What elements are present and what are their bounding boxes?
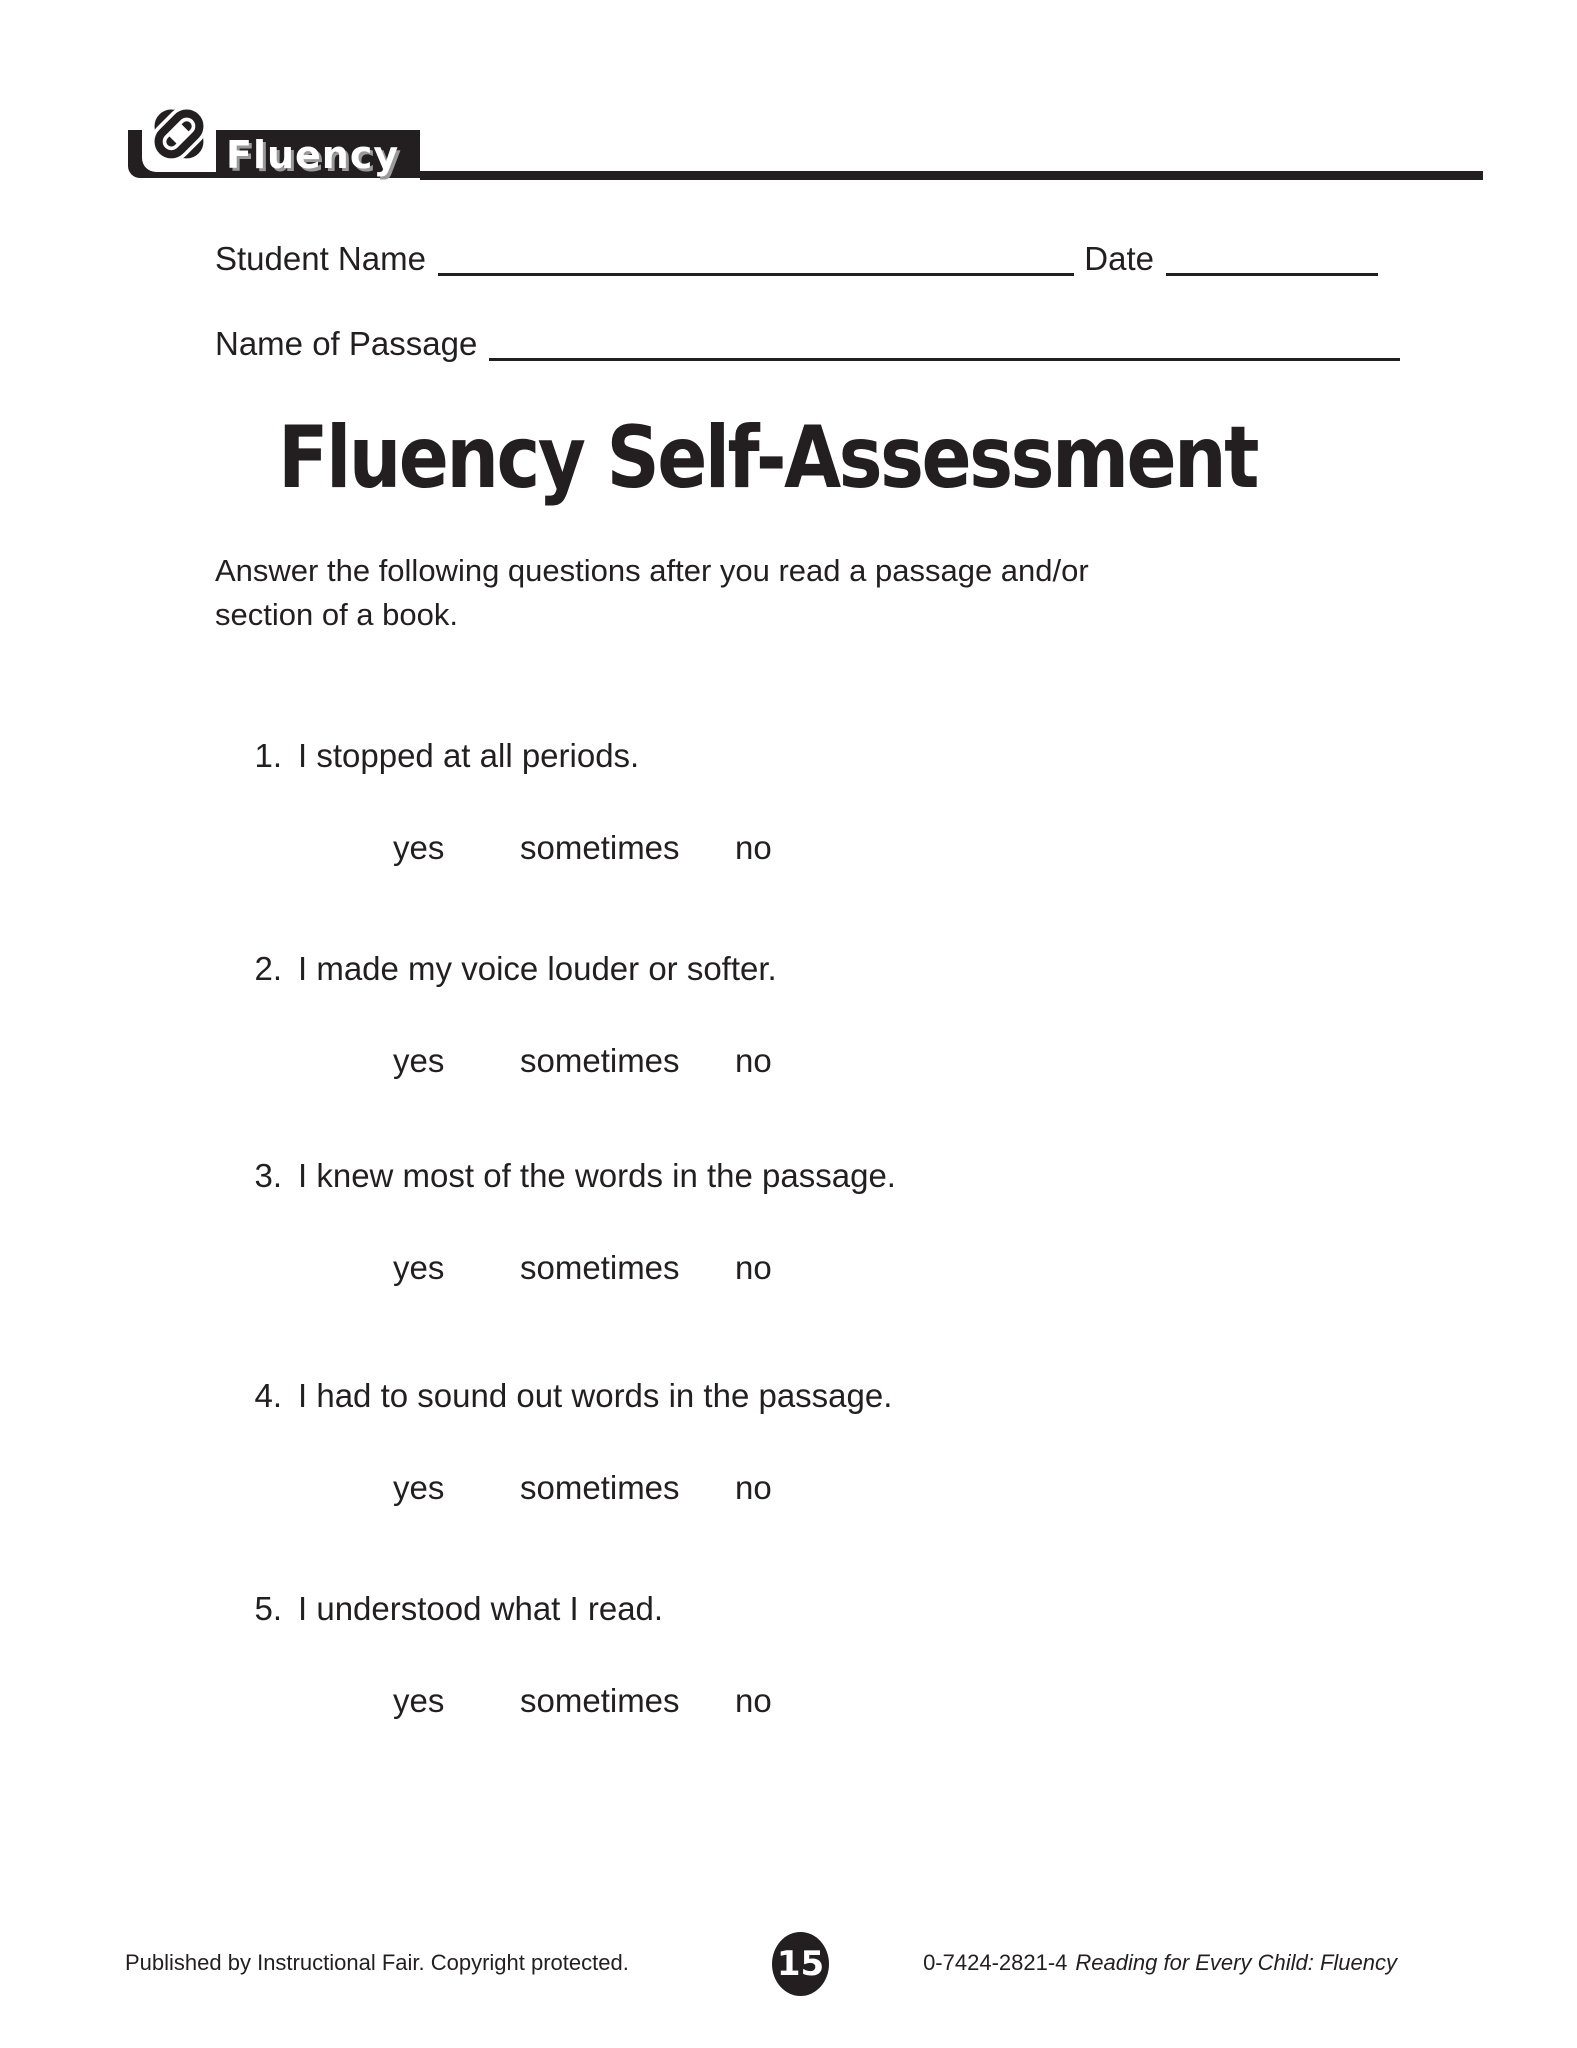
date-label: Date: [1084, 240, 1154, 277]
page-number: 15: [776, 1944, 825, 1984]
question-number: 2.: [254, 950, 282, 987]
series-banner-label: Fluency: [226, 133, 400, 177]
option-yes: yes: [393, 1682, 445, 1719]
student-name-label: Student Name: [215, 240, 426, 277]
question-1: [0, 735, 1577, 869]
question-line: [0, 1375, 1577, 1417]
question-text: I had to sound out words in the passage.: [298, 1377, 893, 1414]
question-number: 3.: [254, 1157, 282, 1194]
footer-citation: [923, 1950, 1397, 1976]
page-title: Fluency Self-Assessment: [278, 408, 1257, 508]
option-sometimes: sometimes: [520, 1249, 680, 1286]
question-line: [0, 1155, 1577, 1197]
passage-line: [489, 348, 1400, 361]
option-no: no: [735, 1682, 772, 1719]
question-text: I stopped at all periods.: [298, 737, 640, 774]
instructions-line-1: Answer the following questions after you read a passage and/or: [215, 553, 1089, 588]
question-line: [0, 735, 1577, 777]
question-2: [0, 948, 1577, 1082]
answer-options: [0, 1680, 1577, 1722]
question-4: [0, 1375, 1577, 1509]
instructions-line-2: section of a book.: [215, 597, 458, 632]
option-sometimes: sometimes: [520, 1469, 680, 1506]
instructions: [215, 549, 1089, 637]
student-name-line: [438, 263, 1074, 276]
option-sometimes: sometimes: [520, 1682, 680, 1719]
option-no: no: [735, 1042, 772, 1079]
option-yes: yes: [393, 1469, 445, 1506]
answer-options: [0, 1040, 1577, 1082]
answer-options: [0, 827, 1577, 869]
header-rule: [420, 171, 1483, 180]
option-yes: yes: [393, 1249, 445, 1286]
book-title: Reading for Every Child: Fluency: [1075, 1950, 1397, 1975]
question-3: [0, 1155, 1577, 1289]
publisher-note: Published by Instructional Fair. Copyright protected.: [125, 1950, 629, 1975]
passage-label: Name of Passage: [215, 325, 478, 362]
option-no: no: [735, 1249, 772, 1286]
option-no: no: [735, 829, 772, 866]
knot-icon: [150, 96, 208, 170]
question-text: I understood what I read.: [298, 1590, 664, 1627]
answer-options: [0, 1467, 1577, 1509]
question-5: [0, 1588, 1577, 1722]
option-yes: yes: [393, 1042, 445, 1079]
page-number-badge: [772, 1932, 829, 1996]
answer-options: [0, 1247, 1577, 1289]
isbn: 0-7424-2821-4: [923, 1950, 1068, 1975]
option-yes: yes: [393, 829, 445, 866]
question-text: I made my voice louder or softer.: [298, 950, 777, 987]
student-name-row: [215, 239, 1378, 279]
option-sometimes: sometimes: [520, 829, 680, 866]
question-number: 4.: [254, 1377, 282, 1414]
passage-name-row: [215, 324, 1410, 364]
question-text: I knew most of the words in the passage.: [298, 1157, 896, 1194]
question-line: [0, 948, 1577, 990]
question-line: [0, 1588, 1577, 1630]
date-line: [1166, 263, 1378, 276]
question-number: 5.: [254, 1590, 282, 1627]
option-sometimes: sometimes: [520, 1042, 680, 1079]
question-number: 1.: [254, 737, 282, 774]
option-no: no: [735, 1469, 772, 1506]
